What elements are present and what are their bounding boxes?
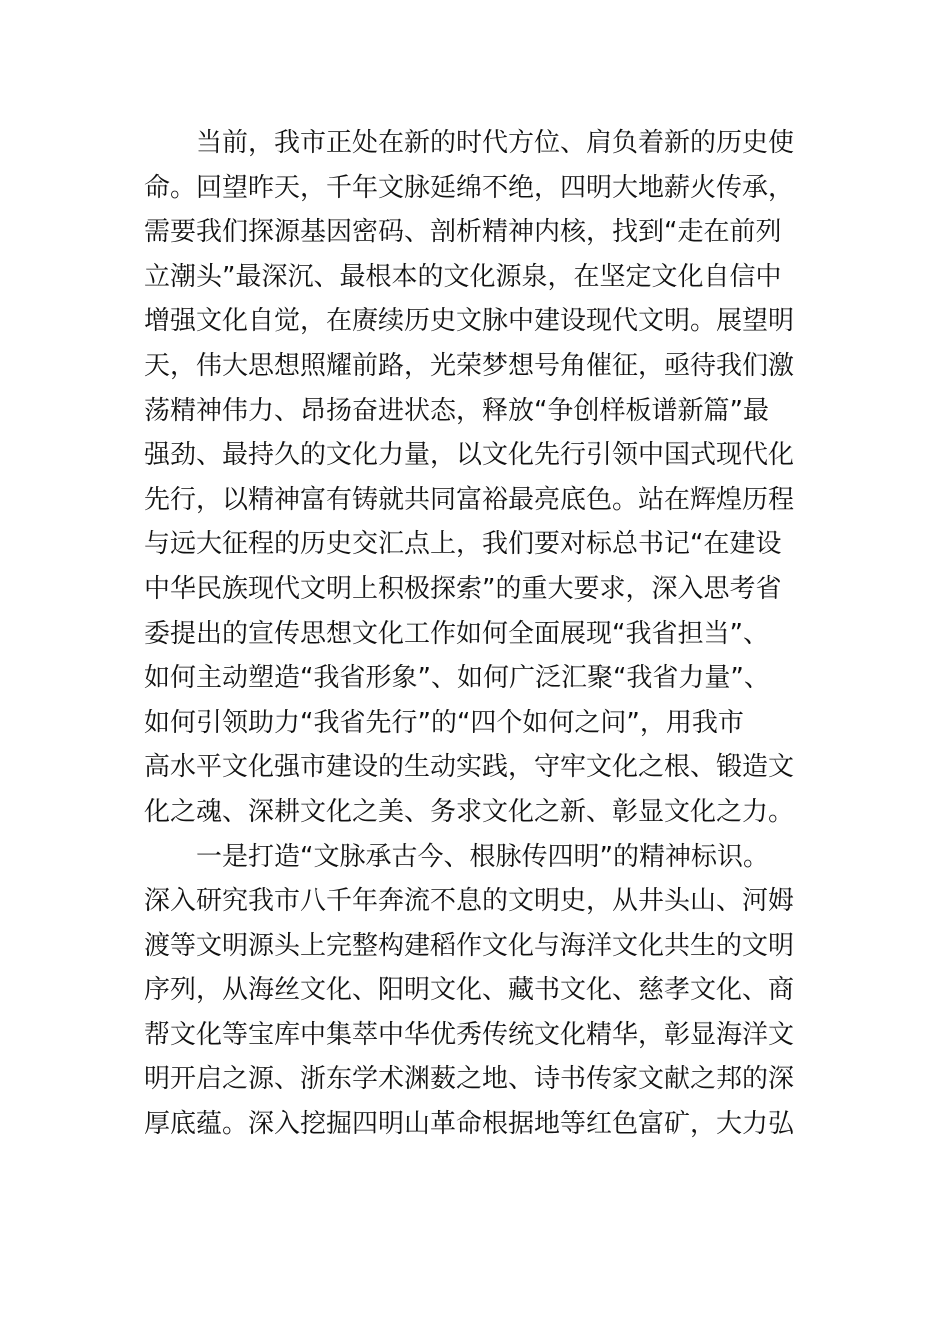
paragraph-line: 渡等文明源头上完整构建稻作文化与海洋文化共生的文明	[144, 930, 795, 961]
paragraph-line: 增强文化自觉，在赓续历史文脉中建设现代文明。展望明	[144, 306, 795, 337]
paragraph-line: 明开启之源、浙东学术渊薮之地、诗书传家文献之邦的深	[144, 1064, 795, 1095]
paragraph-line: 天，伟大思想照耀前路，光荣梦想号角催征，亟待我们激	[144, 350, 795, 381]
paragraph-line: 需要我们探源基因密码、剖析精神内核，找到“走在前列	[144, 217, 782, 248]
paragraph-line: 中华民族现代文明上积极探索”的重大要求，深入思考省	[144, 573, 782, 604]
paragraph-line: 当前，我市正处在新的时代方位、肩负着新的历史使	[196, 128, 795, 158]
body-text	[144, 121, 804, 1147]
paragraph-line: 与远大征程的历史交汇点上，我们要对标总书记“在建设	[144, 529, 782, 560]
paragraph-line: 立潮头”最深沉、最根本的文化源泉，在坚定文化自信中	[144, 261, 782, 292]
paragraph-line: 如何主动塑造“我省形象”、如何广泛汇聚“我省力量”、	[144, 663, 770, 694]
paragraph-2	[144, 835, 804, 1147]
paragraph-line: 高水平文化强市建设的生动实践，守牢文化之根、锻造文	[144, 752, 795, 783]
paragraph-line: 命。回望昨天，千年文脉延绵不绝，四明大地薪火传承，	[144, 172, 795, 203]
paragraph-line: 如何引领助力“我省先行”的“四个如何之问”，用我市	[144, 707, 744, 738]
paragraph-1	[144, 121, 804, 835]
paragraph-line: 委提出的宣传思想文化工作如何全面展现“我省担当”、	[144, 618, 769, 649]
paragraph-line: 强劲、最持久的文化力量，以文化先行引领中国式现代化	[144, 440, 795, 471]
paragraph-line: 先行，以精神富有铸就共同富裕最亮底色。站在辉煌历程	[144, 484, 795, 515]
paragraph-line: 序列，从海丝文化、阳明文化、藏书文化、慈孝文化、商	[144, 975, 795, 1006]
paragraph-line: 深入研究我市八千年奔流不息的文明史，从井头山、河姆	[144, 886, 795, 917]
paragraph-line: 厚底蕴。深入挖掘四明山革命根据地等红色富矿，大力弘	[144, 1109, 795, 1140]
paragraph-line: 荡精神伟力、昂扬奋进状态，释放“争创样板谱新篇”最	[144, 395, 769, 426]
paragraph-line: 帮文化等宝库中集萃中华优秀传统文化精华，彰显海洋文	[144, 1019, 795, 1050]
paragraph-line: 化之魂、深耕文化之美、务求文化之新、彰显文化之力。	[144, 796, 795, 827]
paragraph-line: 一是打造“文脉承古今、根脉传四明”的精神标识。	[196, 841, 769, 872]
